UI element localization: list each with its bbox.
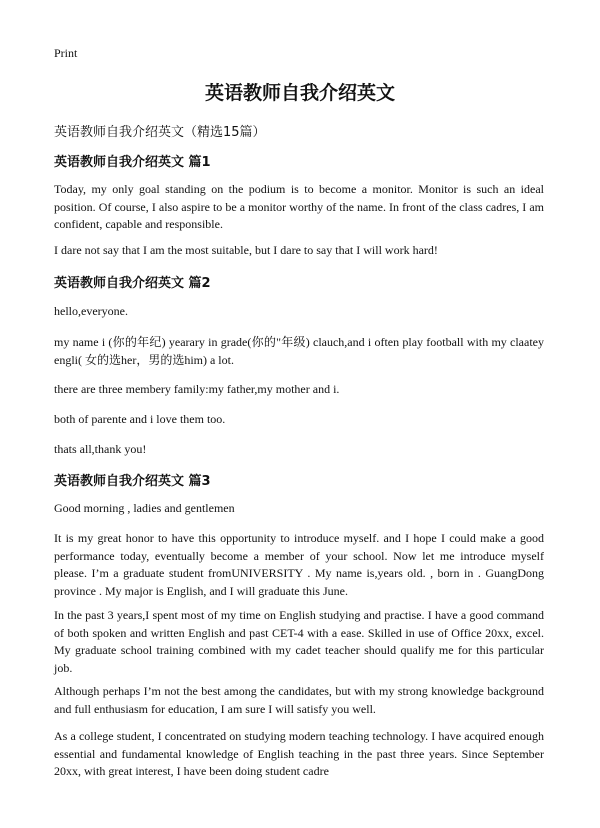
print-link[interactable]: Print (54, 46, 78, 60)
section-heading-3: 英语教师自我介绍英文 篇3 (54, 474, 211, 489)
section-2-paragraph-4: both of parente and i love them too. (54, 412, 226, 426)
page-subtitle: 英语教师自我介绍英文（精选15篇） (54, 125, 266, 140)
section-2-paragraph-1: hello,everyone. (54, 304, 128, 318)
section-3-paragraph-2: It is my great honor to have this opportunity to introduce myself. and I hope I could make a good performance today, eventually become a member of your school. Now let me introduce myself please. I’m a graduate student fromUNIVERSITY . My name is,years old. , born in . GuangDong province . My major is English, and I will graduate this June. (54, 531, 544, 598)
section-3-paragraph-1: Good morning , ladies and gentlemen (54, 501, 235, 515)
section-1-paragraph-2: I dare not say that I am the most suitable, but I dare to say that I will work hard! (54, 243, 438, 257)
page-title: 英语教师自我介绍英文 (204, 82, 395, 104)
section-3-paragraph-3: In the past 3 years,I spent most of my time on English studying and practise. I have a good command of both spoken and written English and past CET-4 with a ease. Skilled in use of Office 20xx, excel. My graduate school training combined with my cadet teacher should qualify me for this particular job. (54, 608, 544, 675)
section-2-paragraph-3: there are three membery family:my father,my mother and i. (54, 382, 340, 396)
section-heading-2: 英语教师自我介绍英文 篇2 (54, 276, 211, 291)
section-3-paragraph-5: As a college student, I concentrated on studying modern teaching technology. I have acquired enough essential and fundamental knowledge of English teaching in the past three years. Since September 20xx, with great interest, I have been doing student cadre (54, 729, 544, 778)
section-2-paragraph-5: thats all,thank you! (54, 442, 147, 456)
section-1-paragraph-1: Today, my only goal standing on the podium is to become a monitor. Monitor is such an ideal position. Of course, I also aspire to be a monitor worthy of the name. In front of the class cadres, I am confident, capable and responsible. (54, 182, 544, 231)
section-heading-1: 英语教师自我介绍英文 篇1 (54, 155, 211, 170)
section-2-paragraph-2: my name i (你的年纪) yearary in grade(你的"年级) clauch,and i often play football with my claatey engli( 女的选her，男的选him) a lot. (54, 335, 544, 367)
section-3-paragraph-4: Although perhaps I’m not the best among the candidates, but with my strong knowledge background and full enthusiasm for education, I am sure I will satisfy you well. (54, 684, 544, 716)
